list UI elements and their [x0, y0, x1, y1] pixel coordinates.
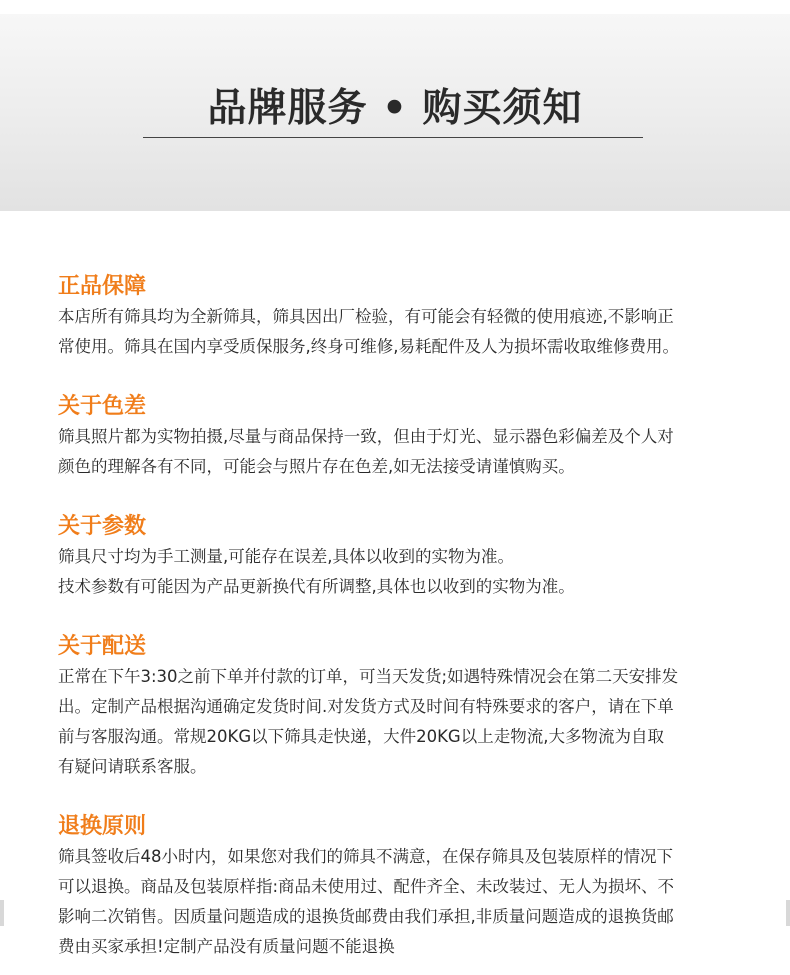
section-heading: 正品保障	[58, 274, 147, 299]
section-body	[58, 542, 748, 602]
page-title: 品牌服务 • 购买须知	[207, 86, 583, 131]
section-heading: 关于色差	[58, 394, 147, 419]
body-line: 筛具尺寸均为手工测量,可能存在误差,具体以收到的实物为准。	[58, 547, 514, 566]
body-line: 可以退换。商品及包装原样指:商品未使用过、配件齐全、未改装过、无人为损坏、不	[58, 877, 675, 896]
section-heading: 关于配送	[58, 634, 147, 659]
section-body	[58, 302, 748, 362]
section-heading: 退换原则	[58, 814, 147, 839]
section-body	[58, 662, 748, 782]
section-body	[58, 842, 748, 962]
body-line: 有疑问请联系客服。	[58, 757, 207, 776]
body-line: 本店所有筛具均为全新筛具，筛具因出厂检验，有可能会有轻微的使用痕迹,不影响正	[58, 307, 674, 326]
section-parameters	[58, 512, 748, 602]
body-line: 费由买家承担!定制产品没有质量问题不能退换	[58, 937, 395, 956]
body-line: 常使用。筛具在国内享受质保服务,终身可维修,易耗配件及人为损坏需收取维修费用。	[58, 337, 679, 356]
body-line: 技术参数有可能因为产品更新换代有所调整,具体也以收到的实物为准。	[58, 577, 575, 596]
body-line: 颜色的理解各有不同，可能会与照片存在色差,如无法接受请谨慎购买。	[58, 457, 575, 476]
section-body	[58, 422, 748, 482]
section-authentic-guarantee	[58, 272, 748, 362]
section-color-difference	[58, 392, 748, 482]
body-line: 影响二次销售。因质量问题造成的退换货邮费由我们承担,非质量问题造成的退换货邮	[58, 907, 674, 926]
section-return-policy	[58, 812, 748, 962]
body-line: 筛具签收后48小时内，如果您对我们的筛具不满意，在保存筛具及包装原样的情况下	[58, 847, 673, 866]
body-line: 出。定制产品根据沟通确定发货时间.对发货方式及时间有特殊要求的客户，请在下单	[58, 697, 674, 716]
section-heading: 关于参数	[58, 514, 147, 539]
body-line: 筛具照片都为实物拍摄,尽量与商品保持一致，但由于灯光、显示器色彩偏差及个人对	[58, 427, 674, 446]
right-edge-marker	[786, 900, 790, 926]
left-edge-marker	[0, 900, 4, 926]
title-underline	[143, 137, 643, 138]
body-line: 前与客服沟通。常规20KG以下筛具走快递，大件20KG以上走物流,大多物流为自取	[58, 727, 664, 746]
section-delivery	[58, 632, 748, 782]
body-line: 正常在下午3:30之前下单并付款的订单，可当天发货;如遇特殊情况会在第二天安排发	[58, 667, 679, 686]
